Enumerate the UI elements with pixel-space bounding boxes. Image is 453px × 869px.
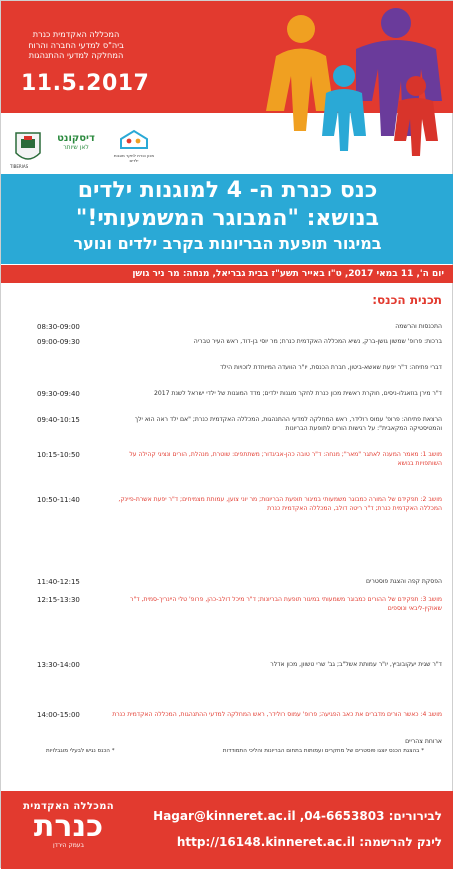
agenda-text: מושב 4: כאשר הורים מדברים את כאב הפגיעה; פרופ' עמוס רולידר, ראש המחלקה למדעי ההתנהגות, המכללה האקדמית כנרת	[112, 711, 442, 718]
agenda-title: תכנית הכנס:	[372, 293, 442, 307]
footnotes	[1, 748, 453, 760]
agenda-time: 09:00-09:30	[37, 338, 80, 346]
footnote-accessibility: * הכנס נגיש לבעלי מוגבלויות	[46, 748, 115, 754]
kinneret-logo	[11, 801, 126, 859]
org-line-department: המחלקה למדעי ההתנהגות	[28, 50, 124, 60]
title-line-2: בנושא: "המבוגר המשמעותי!"	[75, 206, 380, 231]
sponsor-logos	[1, 129, 453, 169]
title-banner	[1, 174, 453, 264]
discount-logo	[51, 133, 101, 151]
contact-label: לבירורים:	[388, 809, 442, 823]
tiberias-logo	[13, 131, 43, 167]
agenda-time: 10:15-10:50	[37, 451, 80, 459]
kinneret-logo-name: כנרת	[33, 809, 104, 844]
organizer-lines	[16, 29, 136, 61]
agenda-time: 13:30-14:00	[37, 661, 80, 669]
kinneret-logo-top: המכללה האקדמית	[23, 801, 114, 812]
agenda-time: 09:30-09:40	[37, 390, 80, 398]
registration-link[interactable]: http://16148.kinneret.ac.il	[176, 835, 355, 849]
agenda-time: 09:40-10:15	[37, 416, 80, 424]
agenda-time: 08:30-09:00	[37, 323, 80, 331]
tiberias-caption: TIBERIAS	[10, 164, 29, 169]
event-date: 11.5.2017	[21, 71, 150, 96]
event-details-bar: יום ה', 11 במאי 2017, ט"ו באייר תשע"ז בבית גבריאל, מנחה: מר ניר גושן	[1, 265, 453, 283]
title-line-3: במיגור תופעת הבריונות בקרב ילדים ונוער	[73, 234, 382, 253]
agenda-text: מושב 1: מאמר המענה לאתגר "מאר"; מנחה: ד"ר טובה כהן-אביגדור; משתתפים: שוטרת, מנהלת, הורים ונציגי קהילה על השותפויות בנושא	[129, 451, 442, 467]
research-center-logo	[113, 129, 155, 163]
agenda-text: ארוחת צהריים	[405, 738, 442, 745]
agenda-text: מושב 2: תפקידם של המורה כמבוגר משמעותי במיגור תופעת הבריונות; מר יוני צוען, עמותת מצמיחים; ד"ר יפעת אשרת-פיינק, המכללה האקדמית כנרת; ד"ר ריטה דולב, המכללה האקדמית כנרת	[118, 496, 442, 512]
agenda-time: 10:50-11:40	[37, 496, 80, 504]
agenda-text: מושב 3: תפקידם של ההורים כמבוגר משמעותי במיגור תופעת הבריונות; ד"ר מיכל דולב-כהן, פרופ' טלי היינריך-סמית, ד"ר שאוקין-ליבאי ונוספים	[130, 596, 442, 612]
agenda-text: ד"ר שגית יעקובוביץ, יו"ר עמותת אשל"ב; גב' שרי טשוון, מכון אדלר	[270, 661, 442, 668]
contact-value[interactable]: Hagar@kinneret.ac.il ,04-6653803	[153, 809, 385, 823]
agenda-text: התכנסות והרשמה	[395, 323, 442, 330]
title-line-1: כנס כנרת ה- 4 למוגנות ילדים	[77, 178, 378, 203]
agenda-text: הפסקת קפה והצגת פוסטרים	[366, 578, 442, 585]
org-line-college: המכללה האקדמית כנרת	[32, 29, 120, 39]
org-line-school: ביה"ס למדעי החברה והרוח	[28, 39, 124, 50]
agenda	[1, 291, 453, 761]
registration-label: לינק להרשמה:	[359, 835, 442, 849]
footnote-posters: * בהצגת הכנס יוצגו פוסטרים של מחקרים ועמותות בתחום הבריונות והליכי התמודדות	[222, 748, 424, 754]
adult-orange-figure	[266, 15, 334, 131]
agenda-time: 14:00-15:00	[37, 711, 80, 719]
discount-slogan: לאן שיותר	[63, 144, 89, 151]
agenda-text: הרצאת פתיחה: פרופ' עמוס רולידר, ראש המחלקה למדעי ההתנהגות, המכללה האקדמית כנרת; "אם ילד ראה הוא ילך והמטיסטיקה המקאבית": על רגישות הורים לתופעת הבריונות	[134, 416, 442, 432]
contact-line	[122, 809, 442, 823]
house-icon	[119, 129, 149, 149]
agenda-text: דברי פתיחה: ד"ר יפעת שאשא-ביטון, חברת הכנסת, יו"ר הוועדה המיוחדת לזכויות הילד	[219, 364, 442, 371]
agenda-time: 11:40-12:15	[37, 578, 80, 586]
agenda-time: 12:15-13:30	[37, 596, 80, 604]
registration-line	[122, 835, 442, 849]
discount-name: דיסקונט	[57, 133, 95, 144]
agenda-text: ברכות: פרופ' שמשון גושן-ברק, נשיא המכללה האקדמית כנרת; מר יוסי בן-דוד, ראש העיר טבריה	[193, 338, 442, 345]
kinneret-logo-tagline: בעמק הירדן	[52, 842, 85, 849]
footer-banner	[1, 791, 453, 869]
research-center-name: מכון כנרת לחקר מוגנות ילדים	[113, 153, 155, 163]
agenda-text: ד"ר מירן בוזאגלו-ניסים, חוקרת ראשית מכון כנרת לחקר מוגנות ילדים; מדד המוגנות של ילדי ישראל לשנת 2017	[154, 390, 442, 397]
